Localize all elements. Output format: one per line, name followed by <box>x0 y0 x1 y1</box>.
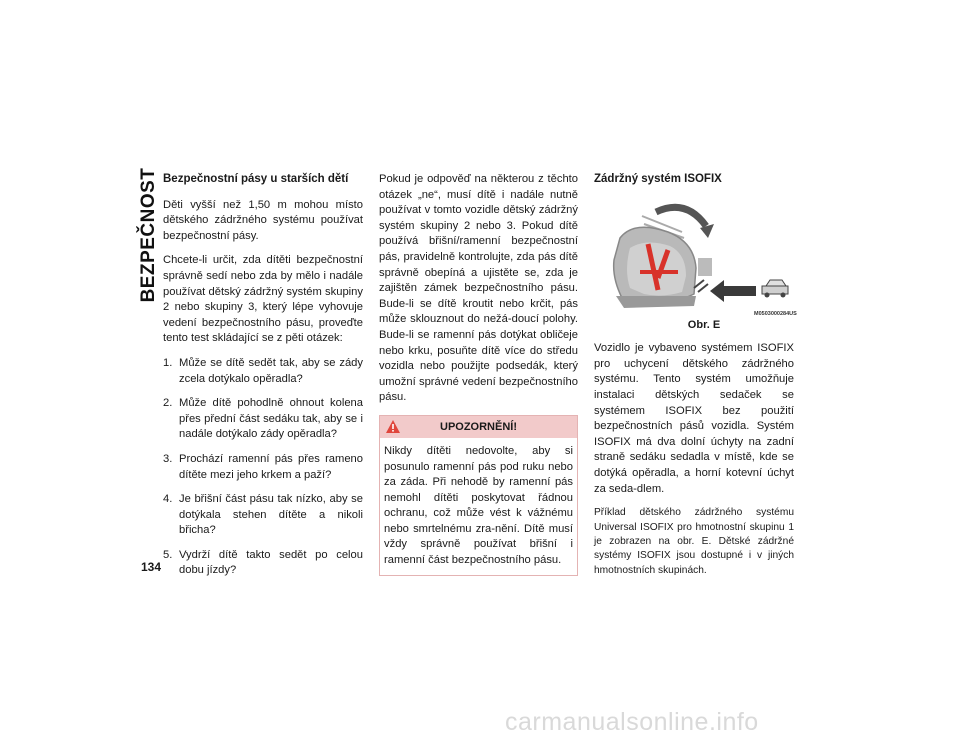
list-text: Je břišní část pásu tak nízko, aby se dotýkala stehen dítěte a nikoli břicha? <box>179 493 363 537</box>
warning-header <box>380 416 577 438</box>
isofix-child-seat-illustration <box>594 198 794 316</box>
list-number: 4. <box>163 493 173 506</box>
list-text: Může dítě pohodlně ohnout kolena přes přední část sedáku tak, aby se i nadále dotýkalo zády opěradla? <box>179 397 363 441</box>
list-item <box>163 492 363 539</box>
paragraph: Chcete-li určit, zda dítěti bezpečnostní správně sedí nebo zda by mělo i nadále používat dětský zádržný systém skupiny 2 nebo skupiny 3, který lépe vyhovuje vedení bezpečnostního pásu, proveďte tento test skládající se z pěti otázek: <box>163 254 363 345</box>
warning-triangle-icon <box>385 419 401 440</box>
middle-column <box>379 172 578 576</box>
figure-code: M0503000284US <box>754 310 797 317</box>
test-question-list <box>163 356 363 579</box>
paragraph: Pokud je odpověď na některou z těchto otázek „ne“, musí dítě i nadále nutně používat v tomto vozidle dětský zádržný systém skupiny 2 nebo 3. Pokud dítě používá břišní/ramenní bezpečnostní pás, pravidelně kontrolujte, zda pás dítě správně obepíná a ujistěte se, zda je zajištěn zámek bezpečnostního pásu. Bude-li se dítě kroutit nebo krčit, pás může sklouznout do nežá-doucí polohy. Bude-li se ramenní pás dotýkat obličeje nebo krku, posuňte dítě více do středu vozidla nebo použijte podsedák, který umožní správné vedení bezpečnostního pásu. <box>379 173 578 404</box>
right-column <box>594 170 797 587</box>
watermark: carmanualsonline.info <box>505 708 759 736</box>
warning-box <box>379 415 578 576</box>
list-text: Prochází ramenní pás přes rameno dítěte mezi jeho krkem a paží? <box>179 452 363 481</box>
list-text: Vydrží dítě takto sedět po celou dobu jízdy? <box>179 548 363 577</box>
left-column <box>163 170 363 588</box>
paragraph: Příklad dětského zádržného systému Universal ISOFIX pro hmotnostní skupinu 1 je zobrazen na obr. E. Dětské zádržné systémy ISOFIX jsou dostupné i v jiných hmotnostních skupinách. <box>594 507 794 576</box>
figure-caption: Obr. E <box>687 318 721 331</box>
paragraph: Děti vyšší než 1,50 m mohou místo dětského zádržného systému používat bezpečnostní pásy. <box>163 198 363 242</box>
list-item <box>163 548 363 579</box>
list-number: 1. <box>163 356 173 369</box>
list-number: 3. <box>163 452 173 465</box>
warning-title: UPOZORNĚNÍ! <box>440 420 517 433</box>
warning-text: Nikdy dítěti nedovolte, aby si posunulo ramenní pás pod ruku nebo za záda. Při nehodě by ramenní pás nemohl dítěti poskytovat řádnou ochranu, což může vést k vážnému nebo smrtelnému zra-nění. Dítě musí vždy správně používat břišní i ramenní část bezpečnostního pásu. <box>384 444 573 567</box>
section-heading-isofix: Zádržný systém ISOFIX <box>594 173 722 185</box>
chapter-title: BEZPEČNOST <box>138 167 159 303</box>
page-number: 134 <box>141 560 162 574</box>
section-heading-older-children: Bezpečnostní pásy u starších dětí <box>163 173 349 185</box>
list-item <box>163 356 363 387</box>
paragraph: Vozidlo je vybaveno systémem ISOFIX pro uchycení dětského zádržného systému. Tento systém umožňuje instalaci dětských sedaček se systémem ISOFIX bez použití bezpečnostních pásů vozidla. Systém ISOFIX má dva dolní úchyty na zadní straně sedáku sedadla v místě, kde se dotýká opěradla, a horní kotevní úchyt za seda-dlem. <box>594 342 794 495</box>
list-number: 2. <box>163 397 173 410</box>
list-item <box>163 452 363 483</box>
list-number: 5. <box>163 548 173 561</box>
list-item <box>163 396 363 443</box>
isofix-figure <box>594 198 797 317</box>
chapter-side-label <box>134 167 164 303</box>
list-text: Může se dítě sedět tak, aby se zády zcela dotýkalo opěradla? <box>179 356 363 385</box>
